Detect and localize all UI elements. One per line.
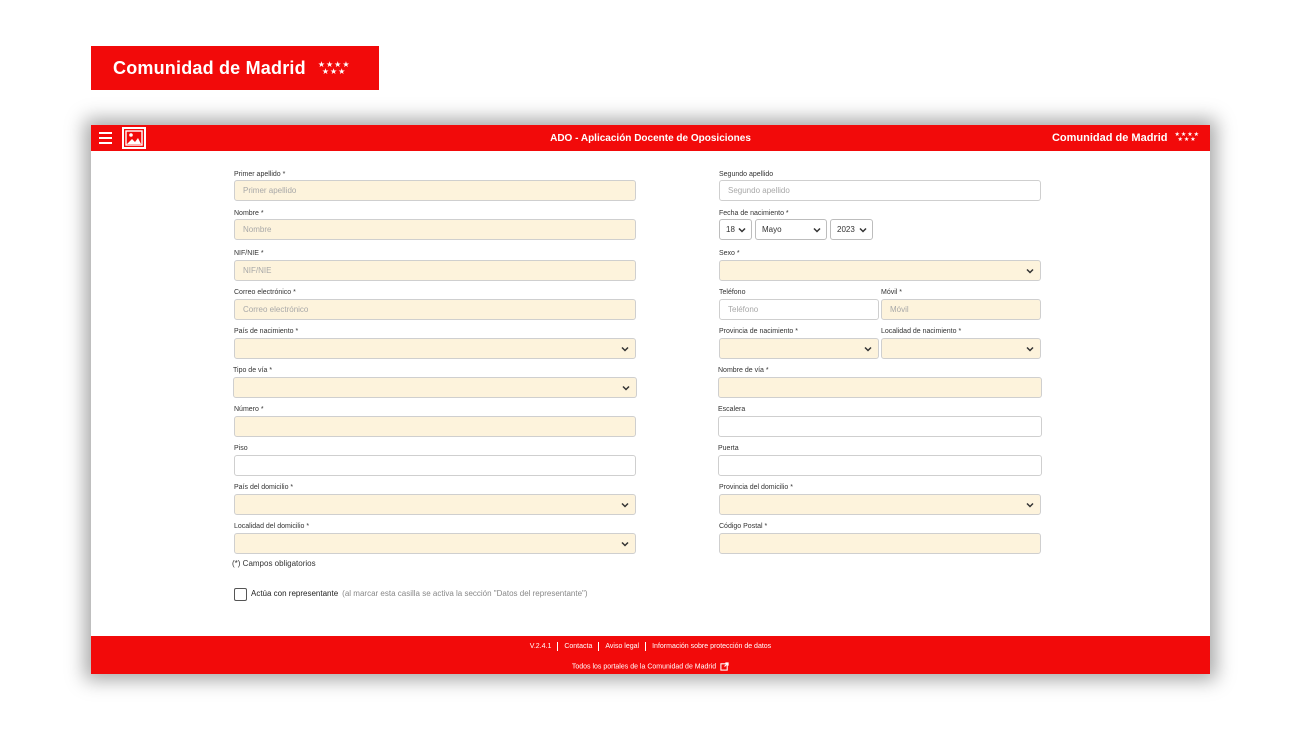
required-fields-note: (*) Campos obligatorios	[232, 559, 316, 568]
proteccion-datos-link[interactable]: Información sobre protección de datos	[652, 643, 772, 651]
app-header	[91, 125, 1210, 151]
version-label: V.2.4.1	[529, 643, 552, 651]
pais-nacimiento-select[interactable]	[234, 338, 636, 359]
tipo-via-label: Tipo de vía *	[233, 367, 273, 374]
chevron-down-icon	[620, 500, 630, 510]
codigo-postal-input[interactable]	[719, 533, 1041, 554]
telefono-label: Teléfono	[719, 289, 746, 296]
chevron-down-icon	[863, 344, 873, 354]
chevron-down-icon	[620, 539, 630, 549]
telefono-input[interactable]: Teléfono	[719, 299, 879, 320]
fecha-nacimiento-label: Fecha de nacimiento *	[719, 210, 789, 217]
footer-links	[91, 642, 1210, 651]
localidad-nacimiento-label: Localidad de nacimiento *	[881, 328, 962, 335]
nombre-label: Nombre *	[234, 210, 264, 217]
pais-nacimiento-label: País de nacimiento *	[234, 328, 299, 335]
chevron-down-icon	[620, 344, 630, 354]
puerta-input[interactable]	[718, 455, 1042, 476]
header-stars-icon: ★★★★ ★★★	[1174, 132, 1200, 143]
nombre-via-input[interactable]	[718, 377, 1042, 398]
birth-month-select[interactable]: Mayo	[755, 219, 827, 240]
numero-input[interactable]	[234, 416, 636, 437]
contacta-link[interactable]: Contacta	[564, 643, 593, 651]
escalera-input[interactable]	[718, 416, 1042, 437]
chevron-down-icon	[812, 225, 822, 235]
codigo-postal-label: Código Postal *	[719, 523, 768, 530]
brand-logo	[91, 46, 379, 90]
chevron-down-icon	[858, 225, 868, 235]
aviso-legal-link[interactable]: Aviso legal	[605, 643, 640, 651]
chevron-down-icon	[621, 383, 631, 393]
external-link-icon	[720, 662, 729, 671]
provincia-domicilio-select[interactable]	[719, 494, 1041, 515]
header-brand: Comunidad de Madrid ★★★★ ★★★	[1051, 132, 1200, 144]
localidad-nacimiento-select[interactable]	[881, 338, 1041, 359]
stars-icon: ★★★★ ★★★	[317, 60, 351, 76]
sexo-select[interactable]	[719, 260, 1041, 281]
correo-label: Correo electrónico *	[234, 289, 296, 296]
escalera-label: Escalera	[718, 406, 746, 413]
provincia-nacimiento-label: Provincia de nacimiento *	[719, 328, 798, 335]
piso-input[interactable]	[234, 455, 636, 476]
chevron-down-icon	[1025, 500, 1035, 510]
pais-domicilio-select[interactable]	[234, 494, 636, 515]
numero-label: Número *	[234, 406, 264, 413]
birth-year-select[interactable]: 2023	[830, 219, 873, 240]
correo-input[interactable]: Correo electrónico	[234, 299, 636, 320]
provincia-domicilio-label: Provincia del domicilio *	[719, 484, 793, 491]
representante-checkbox[interactable]	[234, 588, 247, 601]
page-title: ADO - Aplicación Docente de Oposiciones	[550, 132, 751, 144]
nif-label: NIF/NIE *	[234, 250, 264, 257]
app-window	[91, 125, 1210, 674]
app-footer	[91, 636, 1210, 674]
sexo-label: Sexo *	[719, 250, 740, 257]
provincia-nacimiento-select[interactable]	[719, 338, 879, 359]
piso-label: Piso	[234, 445, 248, 452]
pais-domicilio-label: País del domicilio *	[234, 484, 294, 491]
nombre-input[interactable]: Nombre	[234, 219, 636, 240]
movil-label: Móvil *	[881, 289, 903, 296]
puerta-label: Puerta	[718, 445, 739, 452]
representante-label[interactable]: Actúa con representante (al marcar esta casilla se activa la sección "Datos del representante")	[251, 589, 588, 598]
movil-input[interactable]: Móvil	[881, 299, 1041, 320]
nombre-via-label: Nombre de vía *	[718, 367, 769, 374]
representante-hint: (al marcar esta casilla se activa la sección "Datos del representante")	[342, 589, 588, 598]
localidad-domicilio-select[interactable]	[234, 533, 636, 554]
primer-apellido-input[interactable]: Primer apellido	[234, 180, 636, 201]
segundo-apellido-label: Segundo apellido	[719, 171, 774, 178]
chevron-down-icon	[1025, 344, 1035, 354]
nif-input[interactable]: NIF/NIE	[234, 260, 636, 281]
tipo-via-select[interactable]	[233, 377, 637, 398]
birth-day-select[interactable]: 18	[719, 219, 752, 240]
chevron-down-icon	[1025, 266, 1035, 276]
primer-apellido-label: Primer apellido *	[234, 171, 286, 178]
localidad-domicilio-label: Localidad del domicilio *	[234, 523, 310, 530]
brand-logo-text: Comunidad de Madrid	[113, 57, 306, 78]
portales-link[interactable]: Todos los portales de la Comunidad de Madrid	[91, 662, 1210, 671]
segundo-apellido-input[interactable]: Segundo apellido	[719, 180, 1041, 201]
chevron-down-icon	[737, 225, 747, 235]
